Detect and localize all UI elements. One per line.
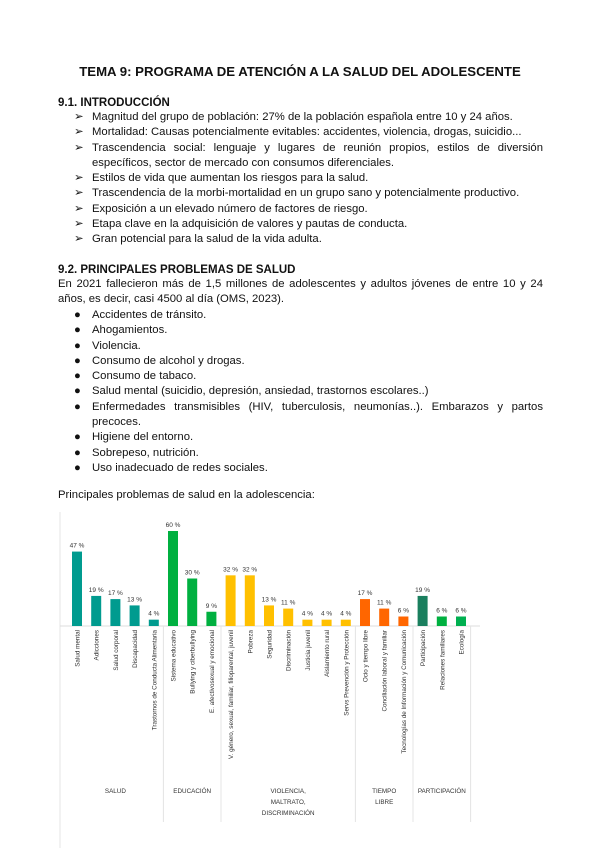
category-label: Conciliación laboral y familiar xyxy=(381,630,389,712)
group-label: PARTICIPACIÓN xyxy=(417,788,466,795)
group-label: LIBRE xyxy=(375,799,394,806)
bar xyxy=(91,596,101,626)
group-label: EDUCACIÓN xyxy=(173,788,212,795)
list-item-text: Enfermedades transmisibles (HIV, tuberculosis, neumonías..). Embarazos y partos precoces. xyxy=(92,400,543,429)
list-item-text: Mortalidad: Causas potencialmente evitables: accidentes, violencia, drogas, suicidio... xyxy=(92,126,522,139)
category-label: Trastornos de Conducta Alimentaria xyxy=(151,630,159,731)
category-label: Pobreza xyxy=(247,630,255,654)
bullet-icon: ● xyxy=(74,339,81,352)
category-label: Discapacidad xyxy=(132,630,140,668)
bar xyxy=(437,617,447,627)
list-item-text: Salud mental (suicidio, depresión, ansiedad, trastornos escolares..) xyxy=(92,385,429,398)
problems-list-item xyxy=(58,461,543,476)
list-item-text: Consumo de alcohol y drogas. xyxy=(92,354,245,367)
category-label: Tecnologías de Información y Comunicación xyxy=(400,630,408,754)
category-label: Participación xyxy=(420,630,428,667)
list-item-text: Exposición a un elevado número de factores de riesgo. xyxy=(92,202,368,215)
list-item-text: Higiene del entorno. xyxy=(92,431,194,444)
intro-list-item xyxy=(58,217,543,232)
group-label: TIEMPO xyxy=(372,788,397,795)
bullet-icon: ➢ xyxy=(74,218,84,231)
list-item-text: Estilos de vida que aumentan los riesgos para la salud. xyxy=(92,172,369,185)
page-title: TEMA 9: PROGRAMA DE ATENCIÓN A LA SALUD DEL ADOLESCENTE xyxy=(79,64,521,79)
category-label: Justicia juvenil xyxy=(304,630,312,671)
data-label: 19 % xyxy=(415,586,431,594)
intro-list-item xyxy=(58,186,543,201)
list-item-text: Violencia. xyxy=(92,339,141,352)
bullet-icon: ● xyxy=(74,354,81,367)
bar xyxy=(283,609,293,626)
intro-list-item xyxy=(58,125,543,140)
bar xyxy=(264,605,274,626)
category-label: Ecología xyxy=(458,630,466,655)
list-item-text: Accidentes de tránsito. xyxy=(92,309,207,321)
bar xyxy=(245,575,255,626)
health-problems-chart xyxy=(56,512,486,848)
bullet-icon: ➢ xyxy=(74,172,84,185)
category-label: E. afectivosexual y emocional xyxy=(208,630,216,713)
bullet-icon: ➢ xyxy=(74,233,84,246)
bar xyxy=(302,620,312,626)
problems-list-item xyxy=(58,308,543,323)
bullet-icon: ● xyxy=(74,431,81,444)
bar xyxy=(72,552,82,626)
data-label: 17 % xyxy=(357,590,373,598)
bar xyxy=(398,617,408,627)
bar xyxy=(110,599,120,626)
bar xyxy=(322,620,332,626)
bullet-icon: ● xyxy=(74,309,81,321)
bar xyxy=(130,605,140,626)
problems-list-item xyxy=(58,384,543,399)
problems-list-item xyxy=(58,354,543,369)
list-item-text: Consumo de tabaco. xyxy=(92,370,197,383)
bullet-icon: ● xyxy=(74,446,81,459)
data-label: 13 % xyxy=(261,596,277,604)
data-label: 17 % xyxy=(107,590,123,598)
data-label: 19 % xyxy=(88,586,104,594)
data-label: 4 % xyxy=(301,610,314,618)
problems-list-item xyxy=(58,323,543,338)
problems-list xyxy=(58,308,543,476)
category-label: Servs Prevención y Protección xyxy=(343,630,351,716)
data-label: 6 % xyxy=(397,607,410,615)
intro-list-item xyxy=(58,232,543,247)
bullet-icon: ➢ xyxy=(74,111,84,123)
bar xyxy=(168,531,178,626)
bar xyxy=(360,599,370,626)
bullet-icon: ➢ xyxy=(74,202,84,215)
group-label: DISCRIMINACIÓN xyxy=(261,810,315,817)
list-item-text: Etapa clave en la adquisición de valores y pautas de conducta. xyxy=(92,218,408,231)
intro-list-item xyxy=(58,141,543,172)
data-label: 11 % xyxy=(281,599,296,607)
intro-list-item xyxy=(58,110,543,125)
list-item-text: Trascendencia de la morbi-mortalidad en un grupo sano y potencialmente productivo. xyxy=(92,187,520,200)
category-label: Ocio y tiempo libre xyxy=(362,630,370,683)
data-label: 32 % xyxy=(242,566,258,574)
problems-list-item xyxy=(58,339,543,354)
group-label: VIOLENCIA, xyxy=(270,788,306,795)
bar xyxy=(206,612,216,626)
list-item-text: Sobrepeso, nutrición. xyxy=(92,446,199,459)
category-label: Bullying y ciberbullying xyxy=(189,630,197,694)
category-label: Sistema educativo xyxy=(170,630,178,682)
section-heading-problems: 9.2. PRINCIPALES PROBLEMAS DE SALUD xyxy=(58,264,296,276)
intro-list-item xyxy=(58,202,543,217)
data-label: 30 % xyxy=(184,569,200,577)
group-label: SALUD xyxy=(104,788,126,795)
problems-list-item xyxy=(58,446,543,461)
group-label: MALTRATO, xyxy=(270,799,306,806)
data-label: 13 % xyxy=(127,596,143,604)
data-label: 6 % xyxy=(455,607,467,615)
bar xyxy=(379,609,389,626)
list-item-text: Ahogamientos. xyxy=(92,324,168,337)
category-label: Adicciones xyxy=(93,630,101,661)
chart-caption: Principales problemas de salud en la adolescencia: xyxy=(58,489,315,501)
bar xyxy=(187,579,197,627)
data-label: 11 % xyxy=(377,599,392,607)
category-label: Discriminación xyxy=(285,630,293,671)
category-label: Aislamiento rural xyxy=(324,630,332,677)
data-label: 4 % xyxy=(148,610,160,618)
bar xyxy=(226,575,236,626)
data-label: 6 % xyxy=(436,607,448,615)
bullet-icon: ➢ xyxy=(74,141,84,154)
bullet-icon: ➢ xyxy=(74,187,84,200)
problems-intro: En 2021 fallecieron más de 1,5 millones de adolescentes y adultos jóvenes de entre 10 y 24 años, es decir, casi 4500 al día (OMS, 2023). xyxy=(58,278,543,306)
bullet-icon: ● xyxy=(74,400,81,413)
problems-list-item xyxy=(58,400,543,431)
bullet-icon: ● xyxy=(74,324,81,337)
intro-list xyxy=(58,110,543,248)
section-heading-intro: 9.1. INTRODUCCIÓN xyxy=(58,97,170,109)
list-item-text: Uso inadecuado de redes sociales. xyxy=(92,461,268,474)
category-label: Relaciones familiares xyxy=(439,630,447,690)
category-label: Salud corporal xyxy=(112,630,120,671)
data-label: 60 % xyxy=(165,522,181,529)
bar xyxy=(418,596,428,626)
category-label: V. género, sexual, familiar, filioparental, juvenil xyxy=(228,630,236,759)
bar xyxy=(149,620,159,626)
category-label: Seguridad xyxy=(266,630,274,659)
bar xyxy=(456,617,466,627)
bullet-icon: ➢ xyxy=(74,126,84,139)
problems-list-item xyxy=(58,430,543,445)
list-item-text: Gran potencial para la salud de la vida adulta. xyxy=(92,233,322,246)
bar xyxy=(341,620,351,626)
category-label: Salud mental xyxy=(74,630,82,667)
intro-list-item xyxy=(58,171,543,186)
data-label: 47 % xyxy=(69,542,85,550)
bullet-icon: ● xyxy=(74,461,81,474)
problems-list-item xyxy=(58,369,543,384)
list-item-text: Trascendencia social: lenguaje y lugares de reunión propios, estilos de diversión específicos, sector de mercado con consumos diferenciales. xyxy=(92,141,543,169)
data-label: 32 % xyxy=(223,566,239,574)
bullet-icon: ● xyxy=(74,385,81,398)
bullet-icon: ● xyxy=(74,370,81,383)
data-label: 4 % xyxy=(340,610,352,618)
data-label: 9 % xyxy=(205,602,218,610)
data-label: 4 % xyxy=(320,610,333,618)
list-item-text: Magnitud del grupo de población: 27% de la población española entre 10 y 24 años. xyxy=(92,111,513,123)
